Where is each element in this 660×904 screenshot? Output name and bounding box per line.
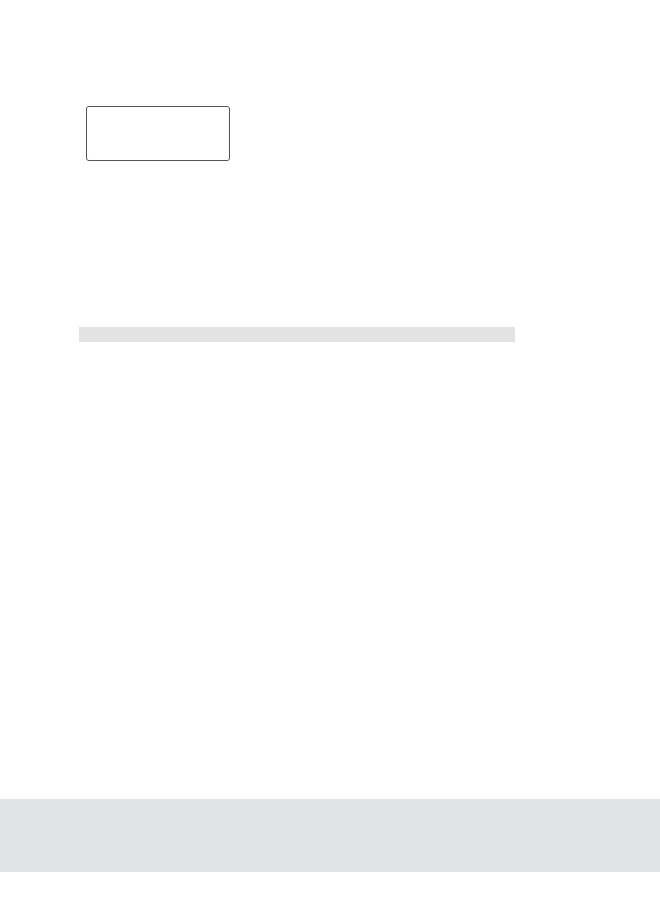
- footer-band: [0, 799, 660, 872]
- section-header-reasoning: [79, 327, 515, 342]
- contents-title-box: [86, 106, 230, 161]
